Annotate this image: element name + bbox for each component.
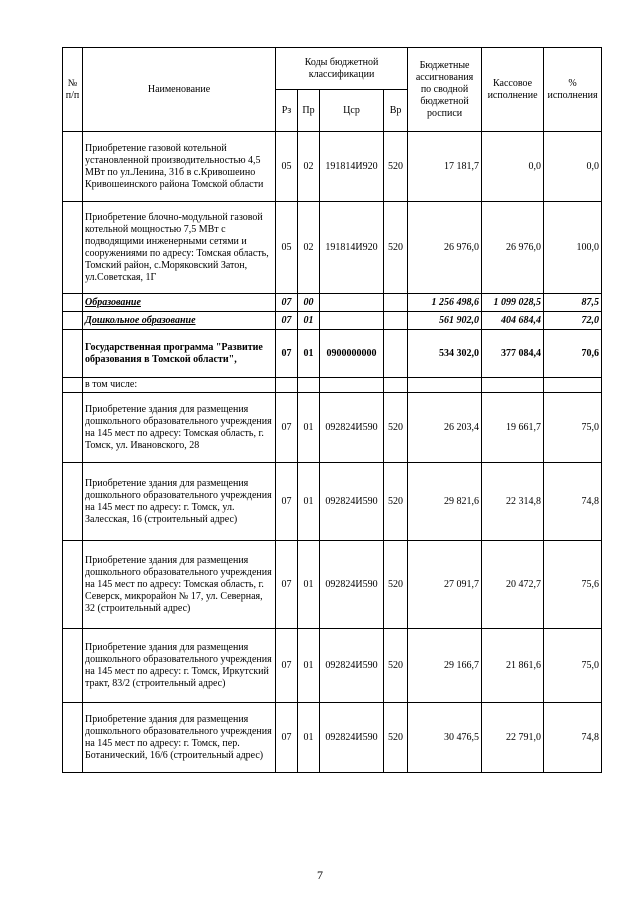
row-num xyxy=(63,541,83,629)
row-exec: 404 684,4 xyxy=(482,312,544,330)
row-vr xyxy=(384,312,408,330)
row-assign: 27 091,7 xyxy=(408,541,482,629)
row-rz xyxy=(276,378,298,393)
row-num xyxy=(63,703,83,773)
row-pr: 01 xyxy=(298,463,320,541)
row-vr xyxy=(384,294,408,312)
table-row xyxy=(63,378,602,393)
row-pct: 0,0 xyxy=(544,132,602,202)
row-name: Государственная программа "Развитие образования в Томской области", xyxy=(83,330,276,378)
row-pct xyxy=(544,378,602,393)
row-rz: 07 xyxy=(276,312,298,330)
row-rz: 07 xyxy=(276,393,298,463)
row-pr: 02 xyxy=(298,202,320,294)
row-csr xyxy=(320,378,384,393)
row-csr: 092824И590 xyxy=(320,541,384,629)
row-name: Дошкольное образование xyxy=(83,312,276,330)
table-row xyxy=(63,703,602,773)
row-name: Приобретение газовой котельной установленной производительностью 4,5 МВт по ул.Ленина, 31б в с.Кривошеино Кривошеинского района Томской области xyxy=(83,132,276,202)
row-csr: 191814И920 xyxy=(320,202,384,294)
row-assign: 26 203,4 xyxy=(408,393,482,463)
row-rz: 07 xyxy=(276,463,298,541)
row-vr xyxy=(384,378,408,393)
row-num xyxy=(63,393,83,463)
row-pct: 75,0 xyxy=(544,393,602,463)
row-name: в том числе: xyxy=(83,378,276,393)
row-pr: 01 xyxy=(298,541,320,629)
row-rz: 07 xyxy=(276,703,298,773)
row-pr: 00 xyxy=(298,294,320,312)
row-rz: 05 xyxy=(276,202,298,294)
col-header-pr: Пр xyxy=(298,90,320,132)
row-name: Приобретение здания для размещения дошкольного образовательного учреждения на 145 мест по адресу: Томская область, г. Северск, микрорайон № 17, ул. Северная, 32 (строительный адрес) xyxy=(83,541,276,629)
row-vr xyxy=(384,330,408,378)
table-row-section xyxy=(63,294,602,312)
row-pct: 74,8 xyxy=(544,463,602,541)
row-assign: 534 302,0 xyxy=(408,330,482,378)
row-assign: 17 181,7 xyxy=(408,132,482,202)
row-csr: 092824И590 xyxy=(320,629,384,703)
table-row xyxy=(63,629,602,703)
row-name: Приобретение здания для размещения дошкольного образовательного учреждения на 145 мест по адресу: г. Томск, пер. Ботанический, 16/6 (строительный адрес) xyxy=(83,703,276,773)
row-name: Приобретение блочно-модульной газовой котельной мощностью 7,5 МВт с подводящими инженерными сетями и сооружениями по адресу: Томская область, Томский район, с.Моряковский Затон, ул.Советская, 1Г xyxy=(83,202,276,294)
col-header-codes: Коды бюджетной классификации xyxy=(276,48,408,90)
col-header-pct: % исполнения xyxy=(544,48,602,132)
row-pct: 75,6 xyxy=(544,541,602,629)
col-header-assign: Бюджетные ассигнования по сводной бюджетной росписи xyxy=(408,48,482,132)
row-rz: 07 xyxy=(276,629,298,703)
table-row xyxy=(63,202,602,294)
row-vr: 520 xyxy=(384,202,408,294)
row-vr: 520 xyxy=(384,629,408,703)
col-header-name: Наименование xyxy=(83,48,276,132)
budget-execution-table xyxy=(62,47,602,773)
row-csr xyxy=(320,312,384,330)
row-rz: 07 xyxy=(276,294,298,312)
table-row xyxy=(63,132,602,202)
row-name: Образование xyxy=(83,294,276,312)
row-pct: 87,5 xyxy=(544,294,602,312)
row-pr: 02 xyxy=(298,132,320,202)
row-assign: 26 976,0 xyxy=(408,202,482,294)
table-row xyxy=(63,463,602,541)
row-exec: 19 661,7 xyxy=(482,393,544,463)
row-pr xyxy=(298,378,320,393)
row-csr: 0900000000 xyxy=(320,330,384,378)
row-vr: 520 xyxy=(384,132,408,202)
col-header-rz: Рз xyxy=(276,90,298,132)
row-num xyxy=(63,378,83,393)
table-row-program xyxy=(63,330,602,378)
row-exec: 0,0 xyxy=(482,132,544,202)
row-vr: 520 xyxy=(384,703,408,773)
row-exec: 377 084,4 xyxy=(482,330,544,378)
row-assign: 1 256 498,6 xyxy=(408,294,482,312)
row-name: Приобретение здания для размещения дошкольного образовательного учреждения на 145 мест по адресу: Томская область, г. Томск, ул. Ивановского, 28 xyxy=(83,393,276,463)
row-csr: 092824И590 xyxy=(320,393,384,463)
row-pr: 01 xyxy=(298,393,320,463)
row-num xyxy=(63,294,83,312)
row-exec: 1 099 028,5 xyxy=(482,294,544,312)
row-num xyxy=(63,629,83,703)
row-num xyxy=(63,312,83,330)
row-num xyxy=(63,132,83,202)
row-pct: 75,0 xyxy=(544,629,602,703)
row-pct: 70,6 xyxy=(544,330,602,378)
col-header-exec: Кассовое исполнение xyxy=(482,48,544,132)
row-pr: 01 xyxy=(298,330,320,378)
table-row xyxy=(63,541,602,629)
row-exec: 26 976,0 xyxy=(482,202,544,294)
row-name: Приобретение здания для размещения дошкольного образовательного учреждения на 145 мест по адресу: г. Томск, ул. Залесская, 16 (строительный адрес) xyxy=(83,463,276,541)
row-rz: 07 xyxy=(276,541,298,629)
row-csr xyxy=(320,294,384,312)
row-csr: 191814И920 xyxy=(320,132,384,202)
row-num xyxy=(63,330,83,378)
row-pr: 01 xyxy=(298,312,320,330)
row-pct: 74,8 xyxy=(544,703,602,773)
col-header-csr: Цср xyxy=(320,90,384,132)
row-name: Приобретение здания для размещения дошкольного образовательного учреждения на 145 мест по адресу: г. Томск, Иркутский тракт, 83/2 (строительный адрес) xyxy=(83,629,276,703)
row-pr: 01 xyxy=(298,703,320,773)
header-row-1 xyxy=(63,48,602,90)
row-assign: 29 166,7 xyxy=(408,629,482,703)
row-assign: 29 821,6 xyxy=(408,463,482,541)
row-exec xyxy=(482,378,544,393)
row-vr: 520 xyxy=(384,393,408,463)
row-exec: 21 861,6 xyxy=(482,629,544,703)
row-rz: 05 xyxy=(276,132,298,202)
row-pct: 100,0 xyxy=(544,202,602,294)
col-header-num: № п/п xyxy=(63,48,83,132)
row-assign xyxy=(408,378,482,393)
row-num xyxy=(63,202,83,294)
row-exec: 20 472,7 xyxy=(482,541,544,629)
page-number: 7 xyxy=(317,868,323,882)
table-row-subsection xyxy=(63,312,602,330)
col-header-vr: Вр xyxy=(384,90,408,132)
row-rz: 07 xyxy=(276,330,298,378)
row-pct: 72,0 xyxy=(544,312,602,330)
row-csr: 092824И590 xyxy=(320,703,384,773)
row-assign: 30 476,5 xyxy=(408,703,482,773)
row-vr: 520 xyxy=(384,541,408,629)
row-vr: 520 xyxy=(384,463,408,541)
row-num xyxy=(63,463,83,541)
table-row xyxy=(63,393,602,463)
row-exec: 22 791,0 xyxy=(482,703,544,773)
row-csr: 092824И590 xyxy=(320,463,384,541)
row-pr: 01 xyxy=(298,629,320,703)
row-exec: 22 314,8 xyxy=(482,463,544,541)
row-assign: 561 902,0 xyxy=(408,312,482,330)
